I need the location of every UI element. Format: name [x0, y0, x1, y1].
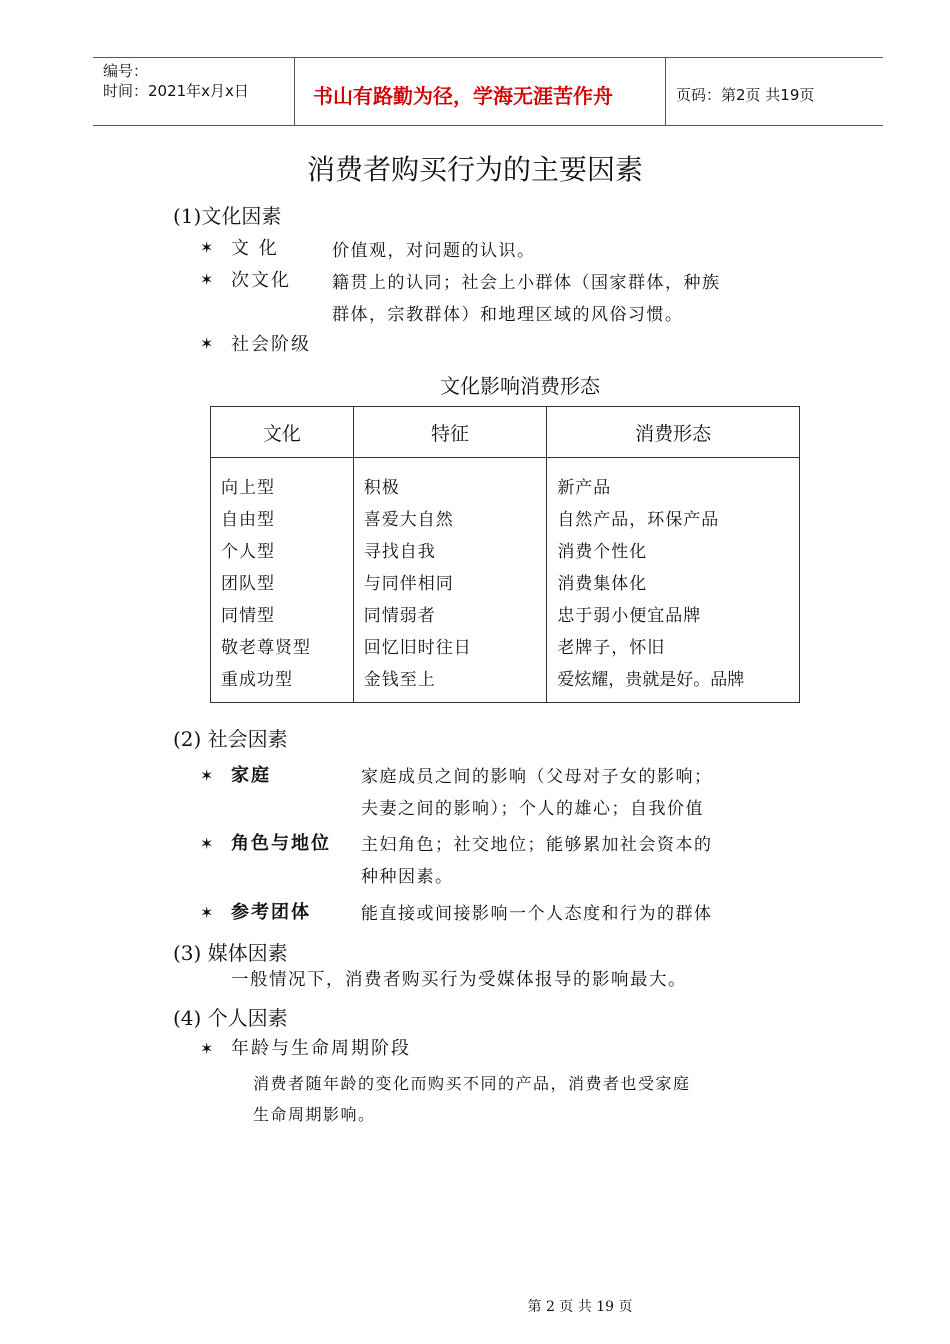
list-item: 新产品 — [557, 478, 612, 498]
list-item: 同情型 — [221, 606, 275, 626]
column-header: 文化 — [211, 407, 354, 458]
reference-group-term: 参考团体 — [231, 902, 311, 923]
list-item: 寻找自我 — [363, 542, 436, 562]
header-top-rule — [93, 57, 883, 58]
list-item: 与同伴相同 — [363, 574, 454, 594]
header-motto: 书山有路勤为径，学海无涯苦作舟 — [313, 84, 613, 108]
list-item: 爱炫耀，贵就是好。品牌 — [557, 670, 745, 690]
list-item: 消费集体化 — [557, 574, 648, 594]
culture-desc: 价值观，对问题的认识。 — [332, 241, 536, 261]
list-item: 重成功型 — [221, 670, 293, 690]
table-header-row — [211, 407, 800, 458]
section-heading-social: (2) 社会因素 — [173, 727, 288, 751]
feature-cell — [353, 458, 547, 703]
column-header: 消费形态 — [547, 407, 800, 458]
personal-text: 消费者随年龄的变化而购买不同的产品，消费者也受家庭 — [253, 1074, 691, 1093]
social-class-term: 社会阶级 — [231, 334, 311, 355]
list-item: 消费个性化 — [557, 542, 648, 562]
bullet-star-icon: ✶ — [200, 834, 214, 853]
bullet-star-icon: ✶ — [200, 1039, 214, 1058]
bullet-star-icon: ✶ — [200, 334, 214, 353]
page-title: 消费者购买行为的主要因素 — [306, 153, 643, 186]
header-divider — [294, 58, 295, 126]
column-header: 特征 — [353, 407, 547, 458]
subculture-desc: 群体，宗教群体）和地理区域的风俗习惯。 — [332, 305, 684, 325]
consumption-form-cell — [547, 458, 800, 703]
section-heading-culture: (1)文化因素 — [173, 204, 282, 228]
table-body-row — [211, 458, 800, 703]
role-status-term: 角色与地位 — [231, 833, 331, 854]
bullet-star-icon: ✶ — [200, 766, 214, 785]
reference-group-desc: 能直接或间接影响一个人态度和行为的群体 — [361, 904, 713, 924]
header-divider — [665, 58, 666, 126]
header-bottom-rule — [93, 125, 883, 126]
family-desc: 家庭成员之间的影响（父母对子女的影响； — [361, 767, 713, 787]
table-caption: 文化影响消费形态 — [440, 374, 600, 398]
culture-type-cell — [211, 458, 354, 703]
list-item: 自由型 — [221, 510, 275, 530]
list-item: 金钱至上 — [363, 670, 436, 690]
list-item: 老牌子，怀旧 — [557, 638, 666, 658]
header-page-info: 页码：第2页 共19页 — [676, 86, 815, 104]
list-item: 忠于弱小便宜品牌 — [557, 606, 702, 626]
list-item: 团队型 — [221, 574, 275, 594]
list-item: 回忆旧时往日 — [363, 638, 472, 658]
role-status-desc: 种种因素。 — [361, 867, 454, 887]
list-item: 积极 — [363, 478, 400, 498]
culture-term: 文 化 — [231, 238, 279, 259]
list-item: 个人型 — [221, 542, 275, 562]
subculture-desc: 籍贯上的认同；社会上小群体（国家群体，种族 — [332, 273, 721, 293]
page-footer: 第 2 页 共 19 页 — [527, 1299, 633, 1315]
media-text: 一般情况下，消费者购买行为受媒体报导的影响最大。 — [231, 970, 687, 990]
family-desc: 夫妻之间的影响）；个人的雄心；自我价值 — [361, 799, 704, 819]
list-item: 喜爱大自然 — [363, 510, 454, 530]
list-item: 同情弱者 — [363, 606, 436, 626]
list-item: 自然产品，环保产品 — [557, 510, 720, 530]
bullet-star-icon: ✶ — [200, 270, 214, 289]
culture-consumption-table — [210, 406, 800, 703]
personal-text: 生命周期影响。 — [253, 1105, 376, 1124]
age-lifecycle-term: 年龄与生命周期阶段 — [231, 1038, 411, 1059]
section-heading-personal: (4) 个人因素 — [173, 1006, 288, 1030]
subculture-term: 次文化 — [231, 270, 291, 291]
document-number-label: 编号： — [103, 62, 149, 80]
bullet-star-icon: ✶ — [200, 238, 214, 257]
list-item: 向上型 — [221, 478, 275, 498]
document-time: 时间：2021年x月x日 — [103, 82, 249, 100]
bullet-star-icon: ✶ — [200, 903, 214, 922]
list-item: 敬老尊贤型 — [221, 638, 311, 658]
role-status-desc: 主妇角色；社交地位；能够累加社会资本的 — [361, 835, 713, 855]
family-term: 家庭 — [231, 765, 271, 786]
section-heading-media: (3) 媒体因素 — [173, 941, 288, 965]
